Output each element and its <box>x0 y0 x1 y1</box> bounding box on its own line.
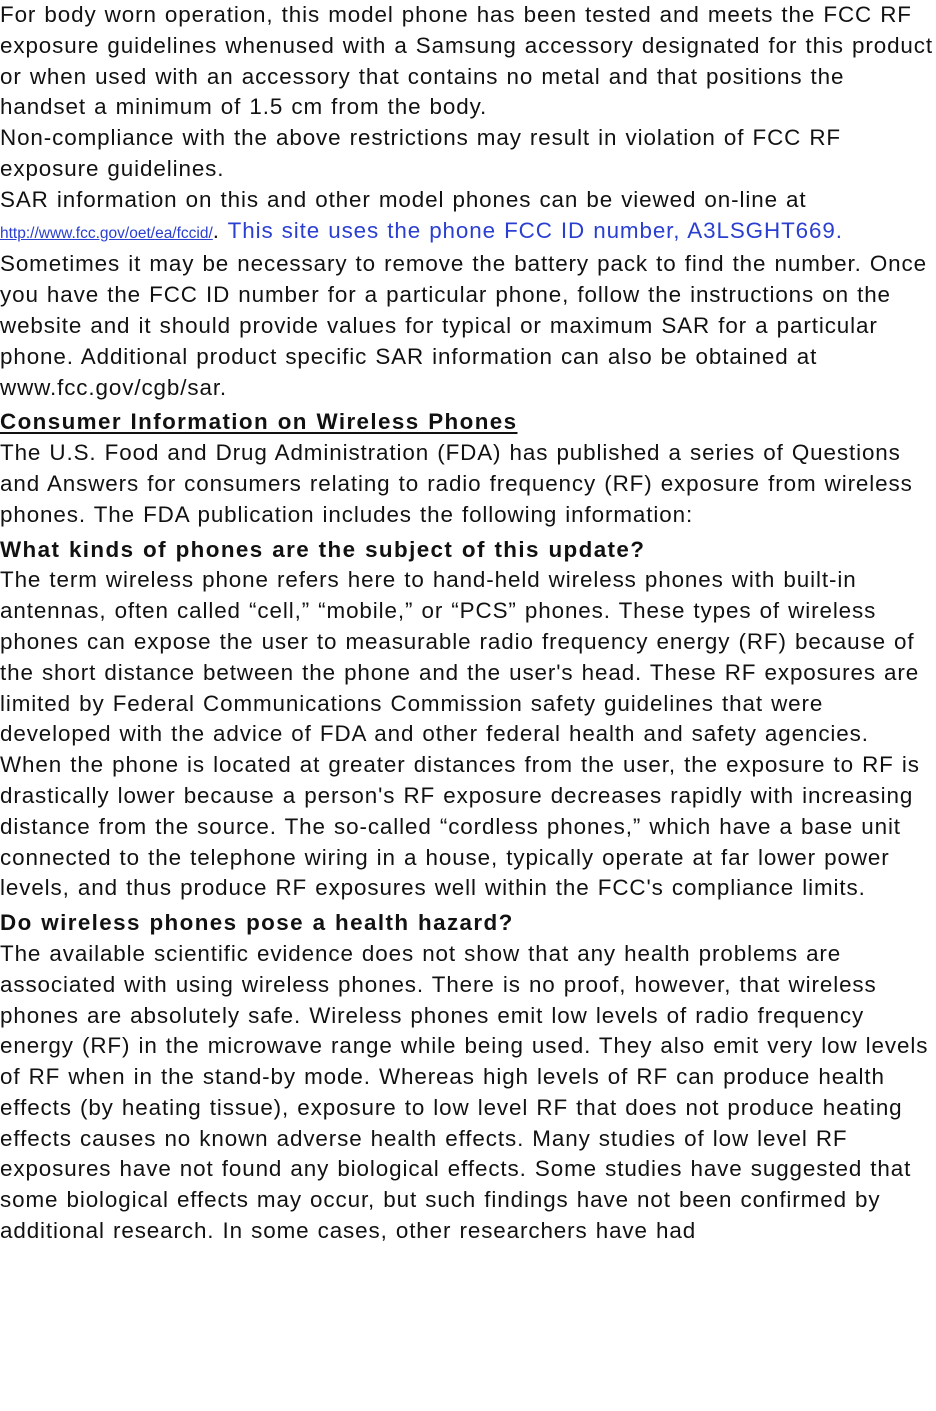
sar-text-end: Sometimes it may be necessary to remove the battery pack to find the number. Once you have the FCC ID number for a particular phone, follow the instructions on the website and it should provide values for typical or maximum SAR for a particular phone. Additional product specific SAR information can also be obtained at www.fcc.gov/cgb/sar. <box>0 251 927 400</box>
health-hazard-paragraph: The available scientific evidence does not show that any health problems are associated with using wireless phones. There is no proof, however, that wireless phones are absolutely safe. Wireless phones emit low levels of radio frequency energy (RF) in the microwave range while being used. They also emit very low levels of RF when in the stand-by mode. Whereas high levels of RF can produce health effects (by heating tissue), exposure to low level RF that does not produce heating effects causes no known adverse health effects. Many studies of low level RF exposures have not found any biological effects. Some studies have suggested that some biological effects may occur, but such findings have not been confirmed by additional research. In some cases, other researchers have had <box>0 940 929 1244</box>
intro-paragraph-noncompliance <box>0 123 936 185</box>
heading-what-kinds-of-phones: What kinds of phones are the subject of this update? <box>0 536 646 562</box>
consumer-information-paragraph: The U.S. Food and Drug Administration (FDA) has published a series of Questions and Answers for consumers relating to radio frequency (RF) exposure from wireless phones. The FDA publication includes the following information: <box>0 440 913 527</box>
intro-text-1: For body worn operation, this model phone has been tested and meets the FCC RF exposure guidelines whenused with a Samsung accessory designated for this product or when used with an accessory that contains no metal and that positions the handset a minimum of 1.5 cm from the body. <box>0 2 934 120</box>
what-kinds-paragraph: The term wireless phone refers here to hand-held wireless phones with built-in antennas, often called “cell,” “mobile,” or “PCS” phones. These types of wireless phones can expose the user to measurable radio frequency energy (RF) because of the short distance between the phone and the user's head. These RF exposures are limited by Federal Communications Commission safety guidelines that were developed with the advice of FDA and other federal health and safety agencies. When the phone is located at greater distances from the user, the exposure to RF is drastically lower because a person's RF exposure decreases rapidly with increasing distance from the source. The so-called “cordless phones,” which have a base unit connected to the telephone wiring in a house, typically operate at far lower power levels, and thus produce RF exposures well within the FCC's compliance limits. <box>0 567 920 901</box>
heading-consumer-information: Consumer Information on Wireless Phones <box>0 409 518 435</box>
fcc-id-link[interactable]: http://www.fcc.gov/oet/ea/fccid/ <box>0 224 213 242</box>
fcc-id-number-text: This site uses the phone FCC ID number, A3LSGHT669. <box>227 217 843 243</box>
intro-paragraph-sar <box>0 185 936 404</box>
intro-paragraph-body-worn <box>0 0 936 123</box>
sar-text-period: . <box>212 217 228 243</box>
heading-health-hazard: Do wireless phones pose a health hazard? <box>0 910 514 936</box>
intro-text-2: Non-compliance with the above restrictions may result in violation of FCC RF exposure guidelines. <box>0 125 841 181</box>
sar-text-start: SAR information on this and other model phones can be viewed on-line at <box>0 186 807 212</box>
